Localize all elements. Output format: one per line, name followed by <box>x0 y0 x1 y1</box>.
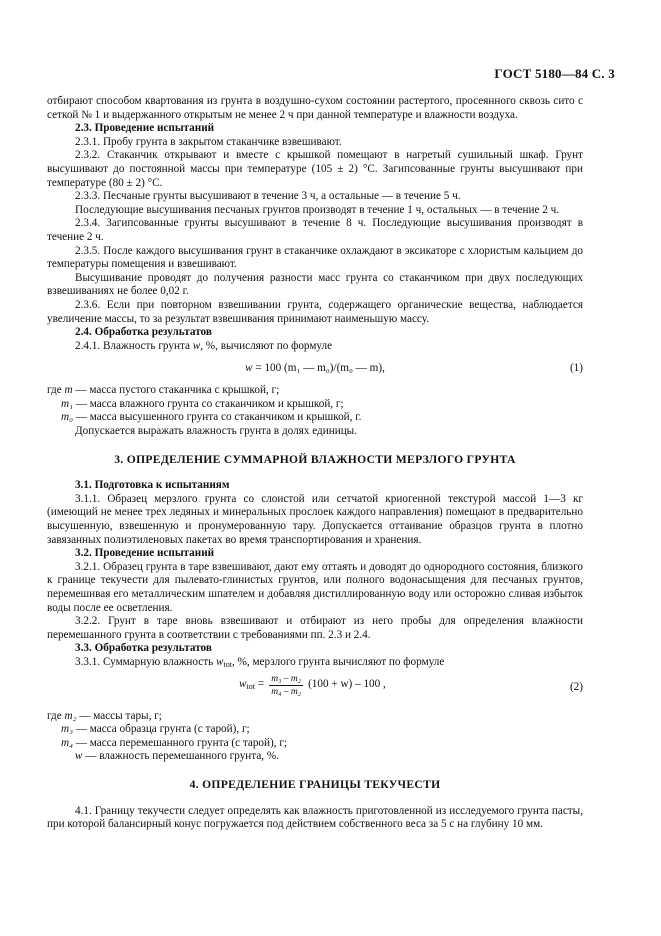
formula-2-expression: $w_{tot}$ = $\frac{\text{m₃ – m₂}}{\text{m₄ – m₂}}$ (100 + w) – 100 , <box>239 673 386 697</box>
paragraph-2-4-note: Допускается выражать влажность грунта в долях единицы. <box>75 425 357 438</box>
definition-m4: m₄ — масса перемешанного грунта (с тарой), г; <box>61 736 288 749</box>
paragraph-3-3-1: 3.3.1. Суммарную влажность $w_{tot}$, %, мерзлого грунта вычисляют по формуле <box>75 655 445 669</box>
paragraph-2-3-3: 2.3.3. Песчаные грунты высушивают в течение 3 ч, а остальные — в течение 5 ч. <box>75 190 461 203</box>
paragraph-2-3-4: 2.3.4. Загипсованные грунты высушивают в течение 8 ч. Последующие высушивания производят в течение 2 ч. <box>47 217 583 243</box>
formula-2 <box>47 671 583 707</box>
section-heading-3-1: 3.1. Подготовка к испытаниям <box>75 479 230 492</box>
section-title-4: 4. ОПРЕДЕЛЕНИЕ ГРАНИЦЫ ТЕКУЧЕСТИ <box>189 777 441 791</box>
section-heading-3-2: 3.2. Проведение испытаний <box>75 547 215 560</box>
paragraph-3-2-1: 3.2.1. Образец грунта в таре взвешивают, дают ему оттаять и доводят до однородного состояния, близкого к границе текучести для пылевато-глинистых грунтов, или полного водонасыщения для песчаных грунтов, перемешивая его металлическим шпателем и добавляя дистиллированную воду или осторожно сливая избыток воды после ее осветления. <box>47 560 583 614</box>
intro-paragraph: отбирают способом квартования из грунта в воздушно-сухом состоянии растертого, просеянного сквозь сито с сеткой № 1 и выдержанного открытым не менее 2 ч при данной температуре и влажности воздуха. <box>47 95 583 121</box>
definition-m1: m₁ — масса влажного грунта со стаканчиком и крышкой, г; <box>61 397 344 410</box>
formula-2-number: (2) <box>569 680 583 693</box>
section-title-3: 3. ОПРЕДЕЛЕНИЕ СУММАРНОЙ ВЛАЖНОСТИ МЕРЗЛОГО ГРУНТА <box>114 452 516 466</box>
paragraph-3-1-1: 3.1.1. Образец мерзлого грунта со слоистой или сетчатой криогенной текстурой массой 1—3 кг (имеющий не менее трех ледяных и минеральных прослоек каждого направления) помещают в предварительно высушенную, взвешенную и пронумерованную тару. Допускается оттаивание образцов грунта в плотно завязанных полиэтиленовых пакетах во время транспортирования и хранения. <box>47 492 583 546</box>
paragraph-2-3-5: 2.3.5. После каждого высушивания грунт в стаканчике охлаждают в эксикаторе с хлористым кальцием до температуры помещения и взвешивают. <box>47 244 583 271</box>
definition-m3: m₃ — масса образца грунта (с тарой), г; <box>61 723 250 736</box>
section-heading-3-3: 3.3. Обработка результатов <box>75 642 212 655</box>
section-heading-2-3: 2.3. Проведение испытаний <box>75 122 215 135</box>
formula-1-number: (1) <box>569 362 583 375</box>
definition-m0: m₀ — масса высушенного грунта со стаканчиком и крышкой, г. <box>61 411 362 424</box>
paragraph-2-3-2: 2.3.2. Стаканчик открывают и вместе с крышкой помещают в нагретый сушильный шкаф. Грунт высушивают до постоянной массы при температуре (105 ± 2) °С. Загипсованные грунты высушивают при температуре (80 ± 2) °С. <box>47 149 583 189</box>
formula-1 <box>47 356 583 382</box>
paragraph-2-3-5-cont: Высушивание проводят до получения разности масс грунта со стаканчиком при двух последующих взвешиваниях не более 0,02 г. <box>47 271 583 298</box>
definition-m2: где m₂ — массы тары, г; <box>47 709 162 722</box>
definition-m: где m — масса пустого стаканчика с крышкой, г; <box>47 384 280 397</box>
paragraph-3-2-2: 3.2.2. Грунт в таре вновь взвешивают и отбирают из него пробы для определения влажности перемешанного грунта в соответствии с требованиями пп. 2.3 и 2.4. <box>47 615 583 641</box>
section-heading-2-4: 2.4. Обработка результатов <box>75 326 212 339</box>
formula-2-fraction: $\frac{\text{m₃ – m₂}}{\text{m₄ – m₂}}$ <box>271 673 302 697</box>
paragraph-2-3-6: 2.3.6. Если при повторном взвешивании грунта, содержащего органические вещества, наблюдается увеличение массы, то за результат взвешивания принимают наименьшую массу. <box>47 298 583 325</box>
page-header: ГОСТ 5180—84 С. 3 <box>494 66 615 81</box>
paragraph-4-1: 4.1. Границу текучести следует определять как влажность приготовленной из исследуемого грунта пасты, при которой балансирный конус погружается под действием собственного веса за 5 с на глубину 10 мм. <box>47 804 583 831</box>
paragraph-2-3-1: 2.3.1. Пробу грунта в закрытом стаканчике взвешивают. <box>75 135 342 148</box>
paragraph-2-4-1: 2.4.1. Влажность грунта w, %, вычисляют по формуле <box>75 339 333 352</box>
formula-1-expression: w = 100 (m₁ — m₀)/(m₀ — m), <box>245 362 385 375</box>
paragraph-2-3-3-cont: Последующие высушивания песчаных грунтов производят в течение 1 ч, остальных — в течение 2 ч. <box>75 203 560 216</box>
definition-w: w — влажность перемешанного грунта, %. <box>75 750 279 763</box>
document-body <box>47 95 583 832</box>
